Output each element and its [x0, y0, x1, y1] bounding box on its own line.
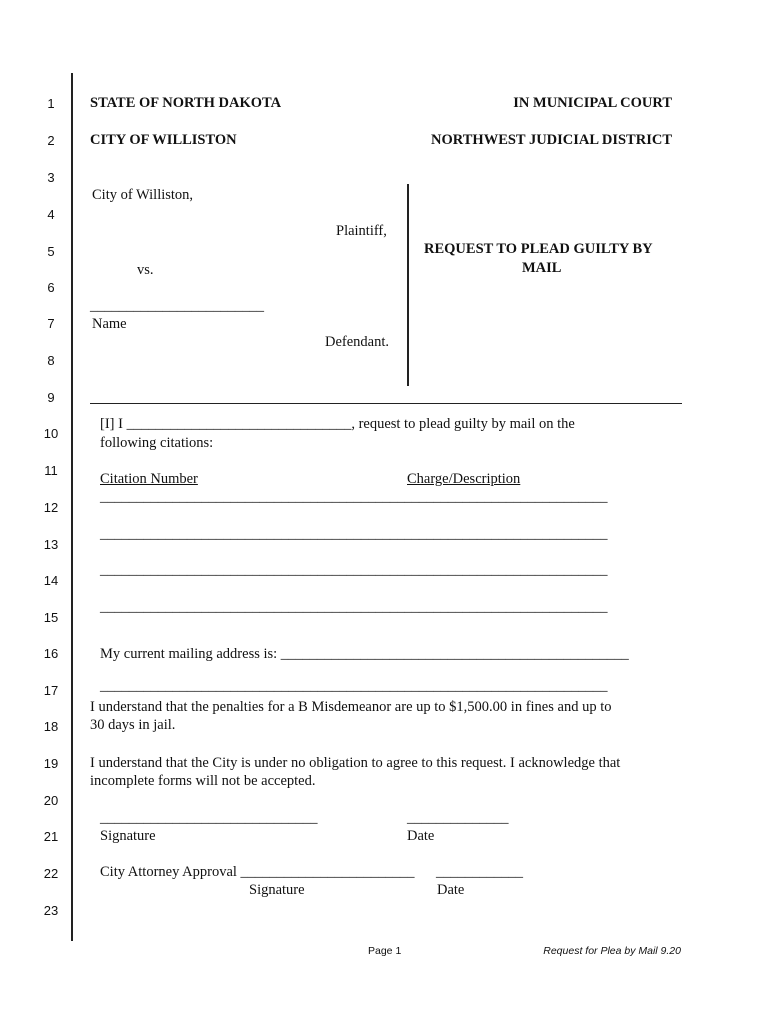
defendant-name-blank[interactable]: ________________________: [90, 298, 264, 314]
request-statement-cont: following citations:: [100, 435, 214, 451]
caption-divider: [407, 184, 409, 386]
plaintiff-label: Plaintiff,: [336, 223, 387, 239]
line-number: 14: [43, 573, 59, 588]
line-number: 8: [47, 353, 55, 368]
mailing-address-field[interactable]: My current mailing address is: ________________________________________________: [100, 646, 629, 662]
line-number: 23: [43, 903, 59, 918]
document-title-line2: MAIL: [522, 260, 562, 276]
line-number: 2: [47, 133, 55, 148]
date-blank[interactable]: ______________: [407, 810, 509, 826]
caption-bottom-rule: [90, 403, 682, 404]
page-number: Page 1: [368, 945, 402, 957]
document-title-line1: REQUEST TO PLEAD GUILTY BY: [424, 241, 653, 257]
line-number: 9: [47, 390, 55, 405]
city-heading: CITY OF WILLISTON: [90, 132, 237, 148]
obligation-statement-cont: incomplete forms will not be accepted.: [90, 773, 316, 789]
line-number: 16: [43, 646, 59, 661]
mailing-address-line-2[interactable]: ______________________________________________________________________: [100, 678, 608, 694]
left-margin-rule: [71, 73, 73, 941]
line-number: 15: [43, 610, 59, 625]
approval-date-blank[interactable]: ____________: [436, 864, 523, 880]
line-number: 1: [47, 96, 55, 111]
line-number: 11: [44, 463, 58, 478]
line-number: 12: [43, 500, 59, 515]
line-number: 20: [43, 793, 59, 808]
line-number: 3: [47, 170, 55, 185]
city-attorney-approval-field[interactable]: City Attorney Approval ________________________: [100, 864, 415, 880]
court-heading: IN MUNICIPAL COURT: [513, 95, 672, 111]
citation-line-4[interactable]: ______________________________________________________________________: [100, 599, 608, 615]
approval-date-label: Date: [437, 882, 465, 898]
state-heading: STATE OF NORTH DAKOTA: [90, 95, 282, 111]
line-number: 10: [43, 426, 59, 441]
line-number: 17: [43, 683, 59, 698]
versus-label: vs.: [137, 262, 154, 278]
defendant-name-label: Name: [92, 316, 127, 332]
approval-signature-label: Signature: [249, 882, 305, 898]
line-number: 5: [47, 244, 55, 259]
citation-line-1[interactable]: ______________________________________________________________________: [100, 489, 608, 505]
form-name: Request for Plea by Mail 9.20: [543, 945, 681, 957]
request-statement[interactable]: [I] I _______________________________, request to plead guilty by mail on the: [100, 416, 575, 432]
citation-line-3[interactable]: ______________________________________________________________________: [100, 562, 608, 578]
penalty-statement-cont: 30 days in jail.: [90, 717, 176, 733]
citation-number-header: Citation Number: [100, 471, 198, 487]
line-number: 21: [43, 829, 59, 844]
line-number: 22: [43, 866, 59, 881]
signature-label: Signature: [100, 828, 156, 844]
obligation-statement: I understand that the City is under no obligation to agree to this request. I acknowledge that: [90, 755, 621, 771]
line-number: 13: [43, 537, 59, 552]
signature-blank[interactable]: ______________________________: [100, 810, 318, 826]
line-number: 7: [47, 316, 55, 331]
line-number: 18: [43, 719, 59, 734]
charge-description-header: Charge/Description: [407, 471, 521, 487]
citation-line-2[interactable]: ______________________________________________________________________: [100, 526, 608, 542]
district-heading: NORTHWEST JUDICIAL DISTRICT: [431, 132, 672, 148]
penalty-statement: I understand that the penalties for a B Misdemeanor are up to $1,500.00 in fines and up to: [90, 699, 612, 715]
plaintiff-name: City of Williston,: [92, 187, 194, 203]
line-number: 6: [47, 280, 55, 295]
line-number: 19: [43, 756, 59, 771]
defendant-label: Defendant.: [325, 334, 390, 350]
line-number: 4: [47, 207, 55, 222]
date-label: Date: [407, 828, 435, 844]
